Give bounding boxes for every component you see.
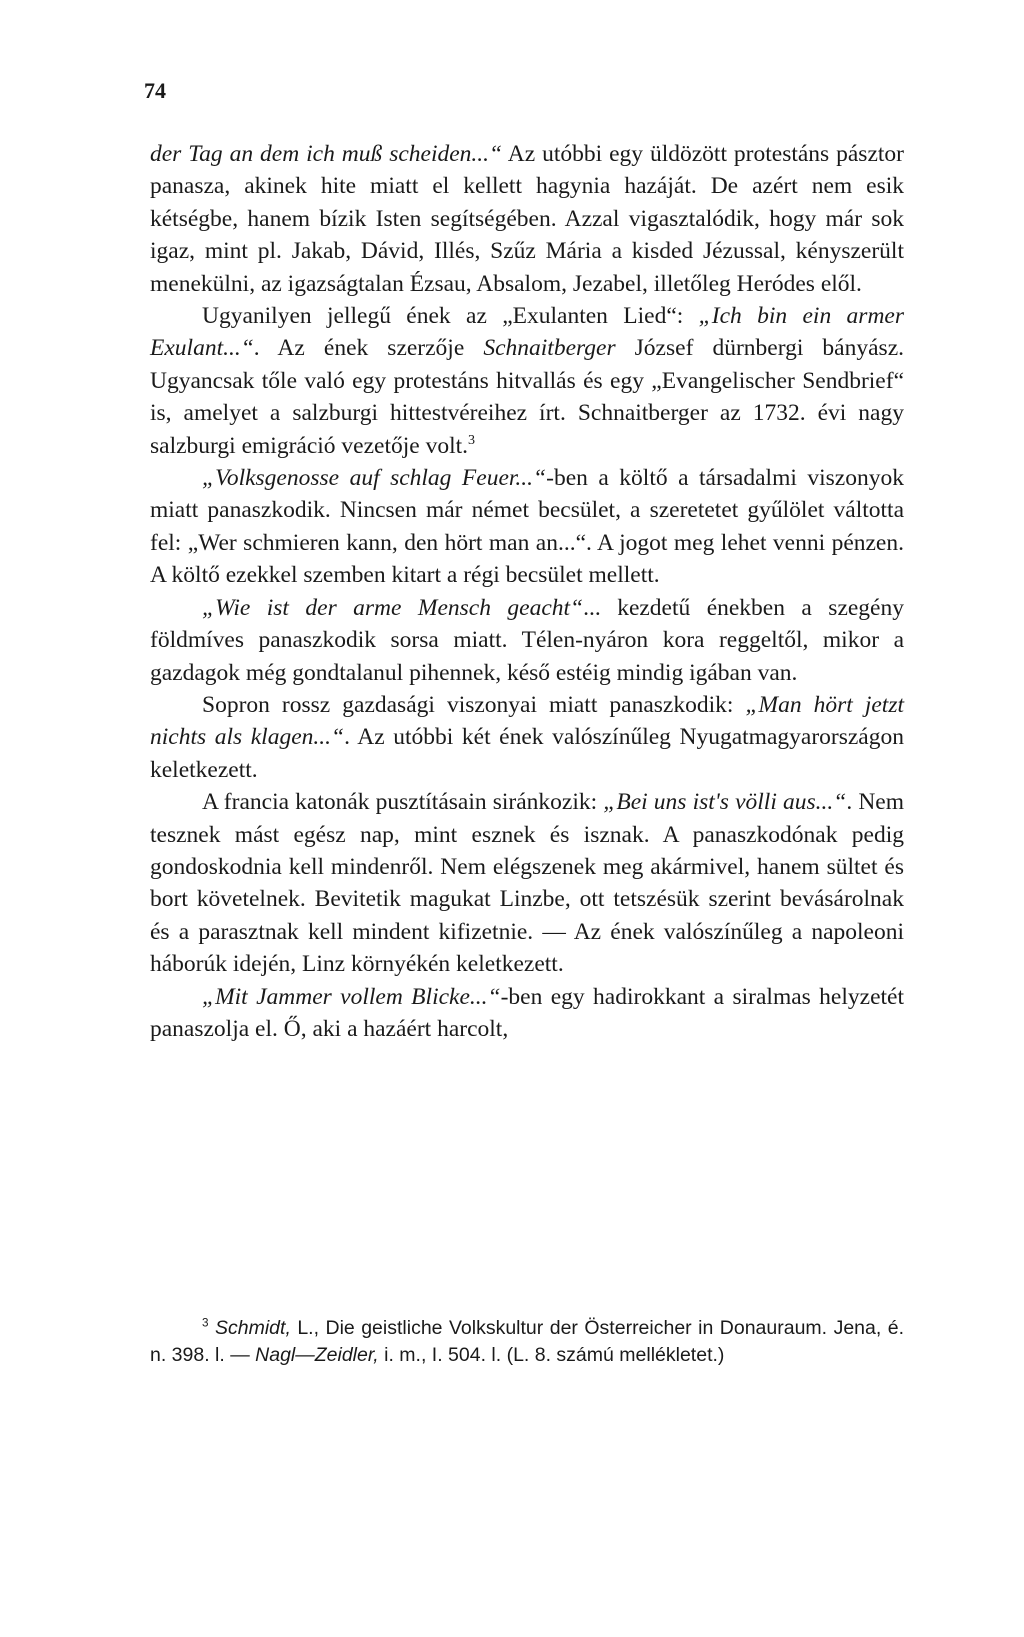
text-run: Sopron rossz gazdasági viszonyai miatt panaszkodik: — [202, 691, 746, 718]
italic-text: Nagl—Zeidler, — [255, 1344, 379, 1366]
italic-text: Schnaitberger — [483, 335, 616, 362]
text-run: L., Die geistliche Volkskultur der Österreicher in Donauraum. Jena, é. n. 398. l. — — [150, 1317, 904, 1366]
italic-text: Schmidt, — [215, 1317, 291, 1339]
text-run: -ben egy hadirokkant a siralmas helyzetét panaszolja el. Ő, aki a hazáért harcolt, — [150, 983, 904, 1042]
italic-text: „Mit Jammer vollem Blicke...“ — [202, 983, 501, 1010]
italic-text: „Ich bin ein armer Exulant...“ — [150, 303, 904, 362]
text-run: . Az utóbbi két ének valószínűleg Nyugatmagyarországon keletkezett. — [150, 724, 904, 783]
text-run: ... kezdetű énekben a szegény földmíves panaszkodik sorsa miatt. Télen-nyáron kora reggeltől, mikor a gazdagok még gondtalanul pihennek, késő estéig mindig igában van. — [150, 594, 904, 686]
italic-text: „Man hört jetzt nichts als klagen...“ — [150, 691, 904, 751]
page-number: 74 — [144, 78, 166, 103]
text-run: Az utóbbi egy üldözött protestáns pásztor panasza, akinek hite miatt el kellett hagynia hazáját. De azért nem esik kétségbe, hanem bízik Isten segítségében. Azzal vigasztalódik, hogy már sok igaz, mint pl. Jakab, Dávid, Illés, Szűz Mária a kisded Jézussal, kényszerült menekülni, az igazságtalan Ézsau, Absalom, Jezabel, illetőleg Heródes elől. — [150, 141, 904, 297]
body-text — [150, 138, 904, 1045]
text-run: Ugyanilyen jellegű ének az „Exulanten Lied“: — [202, 303, 699, 330]
text-run: A francia katonák pusztításain siránkozik: — [202, 789, 604, 816]
paragraph — [150, 300, 904, 462]
text-run: -ben a költő a társadalmi viszonyok miatt panaszkodik. Nincsen már német becsület, a szeretetet gyűlölet váltotta fel: „Wer schmieren kann, den hört man an...“. A jogot meg lehet venni pénzen. A költő ezekkel szemben kitart a régi becsület mellett. — [150, 465, 904, 589]
text-run: . Nem tesznek mást egész nap, mint esznek és isznak. A panaszkodónak pedig gondoskodnia kell mindenről. Nem elégszenek meg akármivel, hanem sültet és bort követelnek. Bevitetik magukat Linzbe, ott tetszésük szerint bevásárolnak és a parasztnak kell mindent kifizetnie. — Az ének valószínűleg a napoleoni háborúk idején, Linz környékén keletkezett. — [150, 789, 905, 978]
footnote — [150, 1315, 904, 1369]
paragraph — [150, 138, 904, 300]
paragraph — [150, 786, 904, 980]
footnote-marker: 3 — [202, 1316, 209, 1330]
italic-text: „Wie ist der arme Mensch geacht“ — [202, 594, 584, 621]
text-run: i. m., I. 504. l. (L. 8. számú mellékletet.) — [378, 1344, 725, 1366]
paragraph — [150, 689, 904, 786]
text-run: József dürnbergi bányász. Ugyancsak tőle való egy protestáns hitvallás és egy „Evangelischer Sendbrief“ is, amelyet a salzburgi hittestvéreihez írt. Schnaitberger az 1732. évi nagy salzburgi emigráció vezetője volt. — [150, 335, 904, 459]
paragraph — [150, 981, 904, 1046]
paragraph — [150, 592, 904, 689]
italic-text: der Tag an dem ich muß scheiden...“ — [150, 141, 503, 167]
footnote-marker: 3 — [468, 431, 476, 448]
italic-text: „Bei uns ist's völli aus...“ — [603, 789, 847, 816]
text-run: . Az ének szerzője — [253, 335, 484, 362]
footnotes — [150, 1315, 904, 1369]
paragraph — [150, 462, 904, 592]
italic-text: „Volksgenosse auf schlag Feuer...“ — [202, 465, 547, 492]
